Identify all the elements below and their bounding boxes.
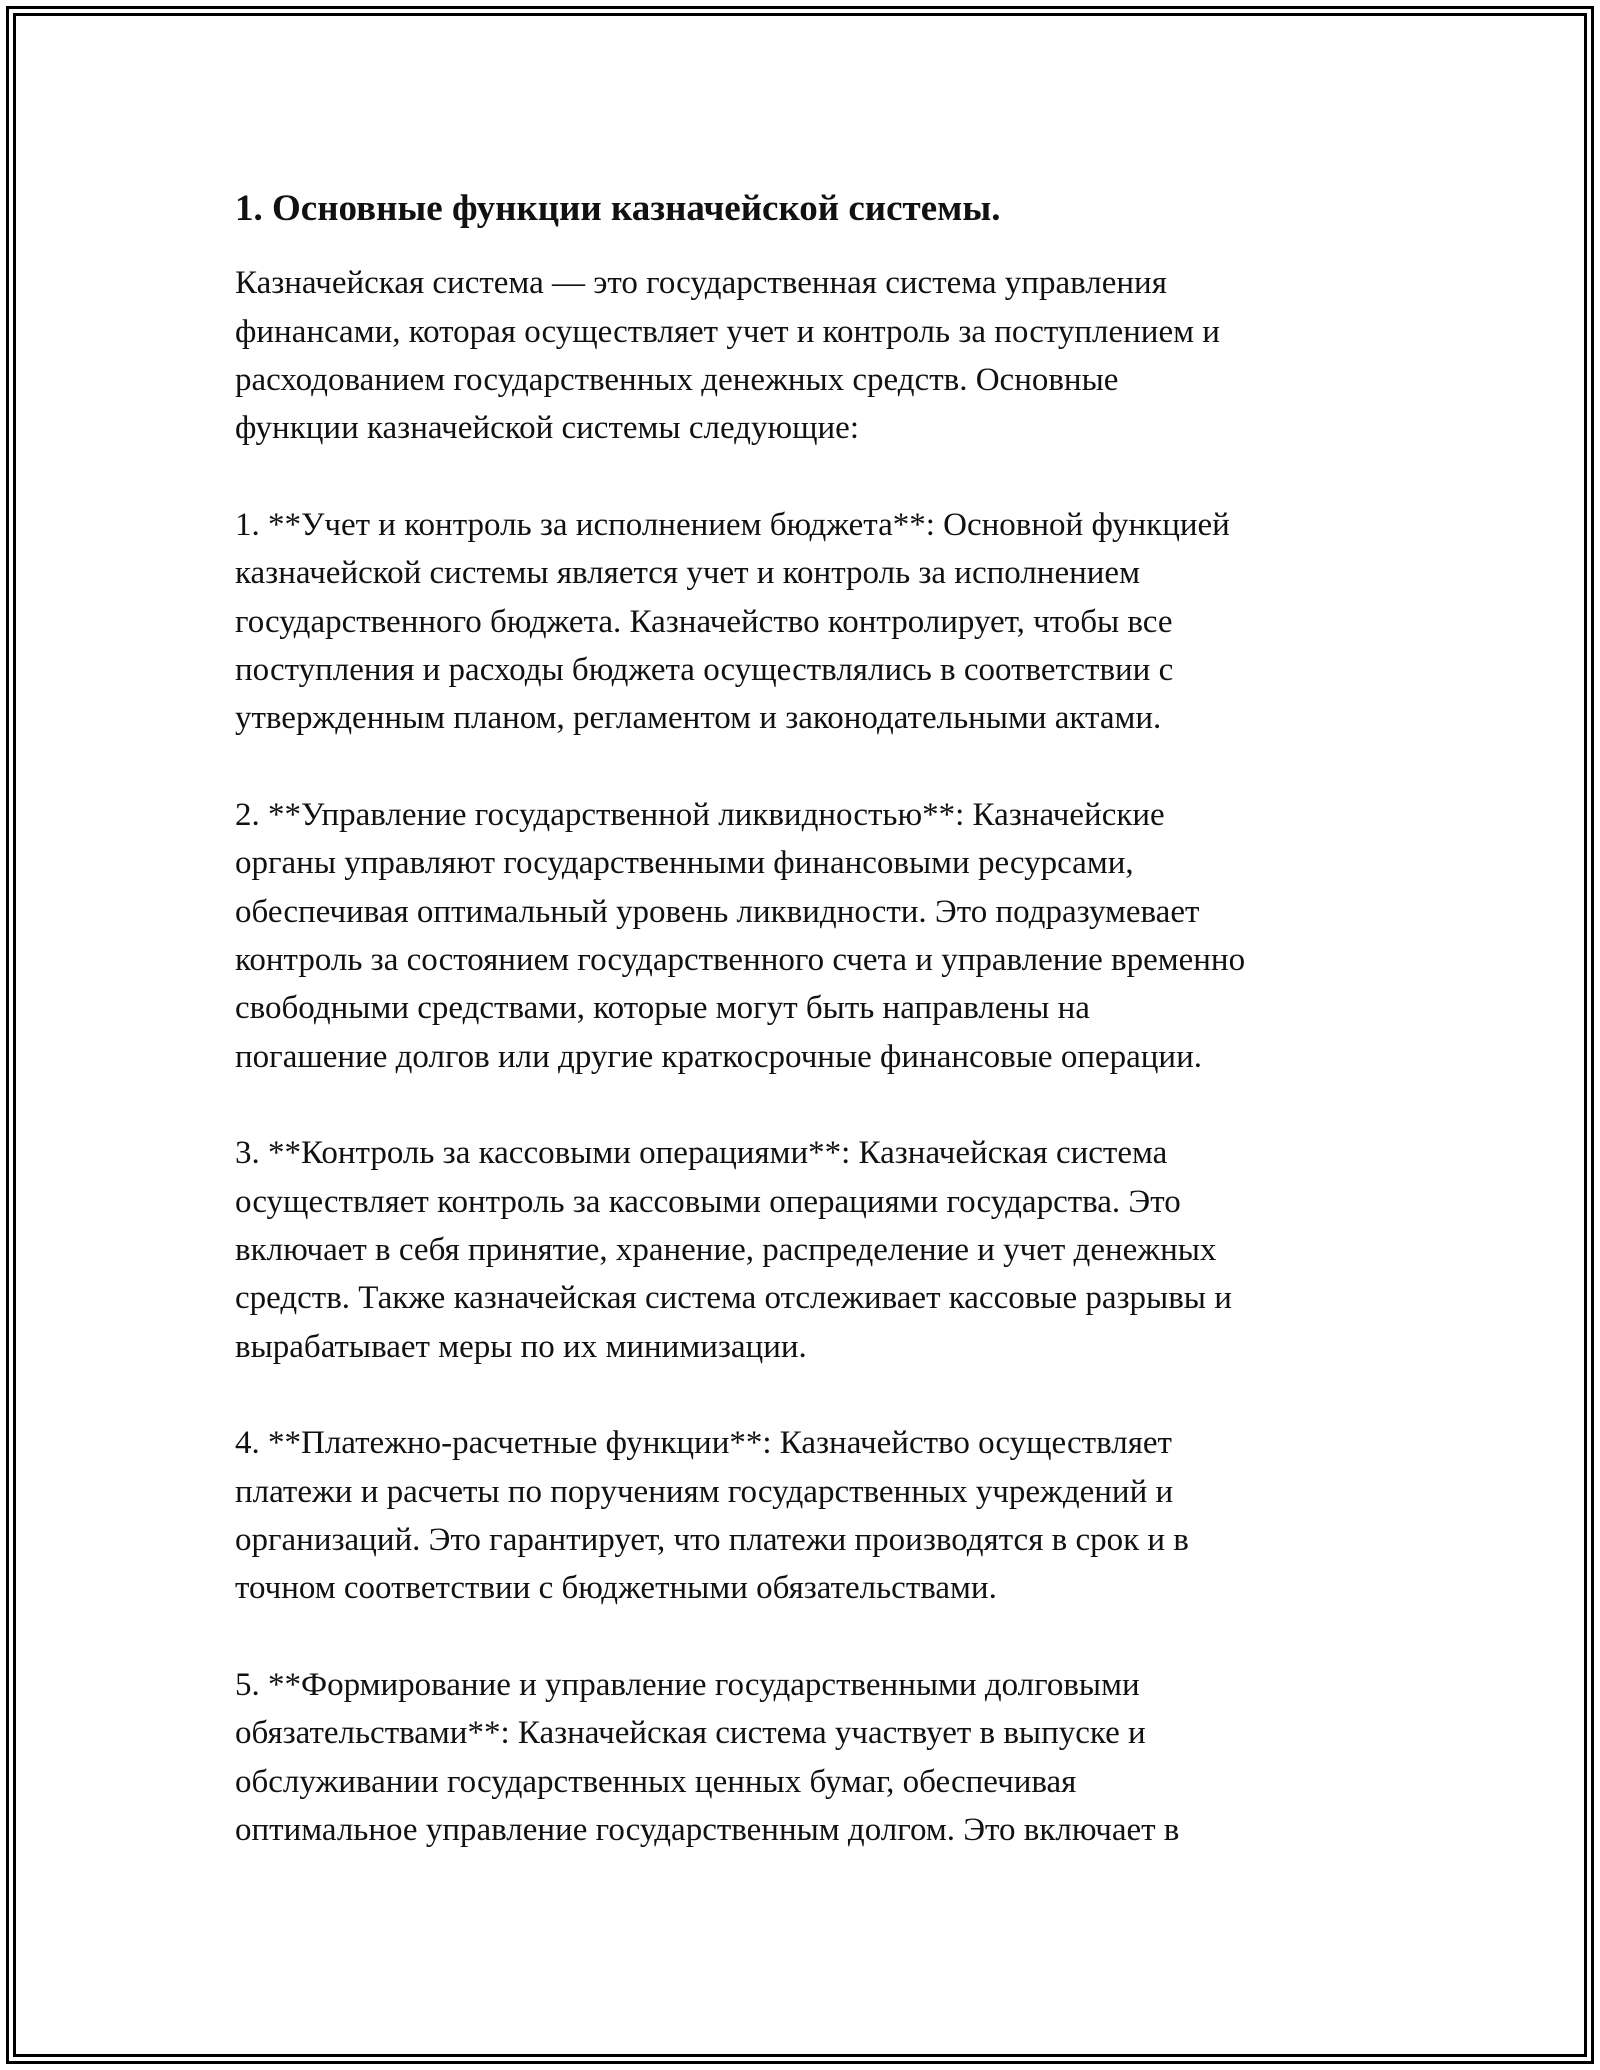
function-4-paragraph: 4. **Платежно-расчетные функции**: Казначейство осуществляет платежи и расчеты по поручениям государственных учреждений и организаций. Это гарантирует, что платежи производятся в срок и в точном соответствии с бюджетными обязательствами.	[235, 1425, 1189, 1607]
function-5-paragraph: 5. **Формирование и управление государственными долговыми обязательствами**: Казначейская система участвует в выпуске и обслуживании государственных ценных бумаг, обеспечивая оптимальное управление государственным долгом. Это включает в	[235, 1666, 1180, 1849]
document-title: 1. Основные функции казначейской системы.	[235, 188, 1001, 229]
function-1-paragraph: 1. **Учет и контроль за исполнением бюджета**: Основной функцией казначейской системы является учет и контроль за исполнением государственного бюджета. Казначейство контролирует, чтобы все поступления и расходы бюджета осуществлялись в соответствии с утвержденным планом, регламентом и законодательными актами.	[235, 506, 1230, 737]
document-body	[235, 185, 1375, 1902]
function-3-paragraph: 3. **Контроль за кассовыми операциями**: Казначейская система осуществляет контроль за кассовыми операциями государства. Это включает в себя принятие, хранение, распределение и учет денежных средств. Также казначейская система отслеживает кассовые разрывы и вырабатывает меры по их минимизации.	[235, 1135, 1232, 1365]
intro-paragraph: Казначейская система — это государственная система управления финансами, которая осуществляет учет и контроль за поступлением и расходованием государственных денежных средств. Основные функции казначейской системы следующие:	[235, 265, 1220, 447]
function-2-paragraph: 2. **Управление государственной ликвидностью**: Казначейские органы управляют государственными финансовыми ресурсами, обеспечивая оптимальный уровень ликвидности. Это подразумевает контроль за состоянием государственного счета и управление временно свободными средствами, которые могут быть направлены на погашение долгов или другие краткосрочные финансовые операции.	[235, 796, 1246, 1075]
